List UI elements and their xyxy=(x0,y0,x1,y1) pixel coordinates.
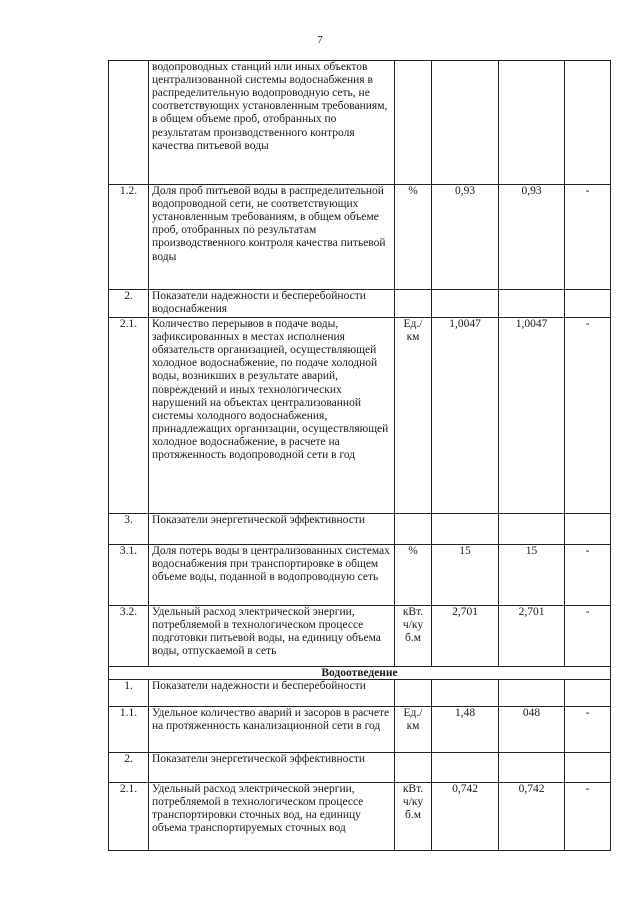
section-title: Водоотведение xyxy=(109,667,611,680)
row-unit xyxy=(395,61,432,185)
row-description: Показатели энергетической эффективности xyxy=(149,753,395,783)
row-value-2 xyxy=(499,514,565,545)
table-row xyxy=(109,707,611,753)
page-number: 7 xyxy=(317,34,323,46)
row-number: 3.2. xyxy=(109,606,149,667)
row-description: Удельный расход электрической энергии, потребляемой в технологическом процессе подготовки питьевой воды, на единицу объема воды, отпускаемой в сеть xyxy=(149,606,395,667)
row-value-3: - xyxy=(565,318,611,514)
row-description: Показатели надежности и бесперебойности xyxy=(149,680,395,707)
row-value-1 xyxy=(432,753,499,783)
row-value-1: 15 xyxy=(432,545,499,606)
row-value-3 xyxy=(565,680,611,707)
table-row xyxy=(109,783,611,851)
row-value-2: 048 xyxy=(499,707,565,753)
row-value-3 xyxy=(565,290,611,318)
row-value-1 xyxy=(432,680,499,707)
row-description: Показатели энергетической эффективности xyxy=(149,514,395,545)
row-value-2: 15 xyxy=(499,545,565,606)
row-value-1: 1,48 xyxy=(432,707,499,753)
row-unit: % xyxy=(395,545,432,606)
row-unit xyxy=(395,514,432,545)
row-unit xyxy=(395,680,432,707)
row-description: Показатели надежности и бесперебойности водоснабжения xyxy=(149,290,395,318)
row-unit xyxy=(395,753,432,783)
row-unit xyxy=(395,290,432,318)
table-row xyxy=(109,680,611,707)
row-unit: Ед./ км xyxy=(395,707,432,753)
row-description: Удельный расход электрической энергии, потребляемой в технологическом процессе транспортировки сточных вод, на единицу объема транспортируемых сточных вод xyxy=(149,783,395,851)
row-value-1: 0,93 xyxy=(432,185,499,290)
row-value-1: 2,701 xyxy=(432,606,499,667)
row-unit: % xyxy=(395,185,432,290)
row-number: 2.1. xyxy=(109,783,149,851)
row-number: 1. xyxy=(109,680,149,707)
row-value-1: 0,742 xyxy=(432,783,499,851)
row-value-3: - xyxy=(565,606,611,667)
table-row xyxy=(109,318,611,514)
row-value-1: 1,0047 xyxy=(432,318,499,514)
row-value-2 xyxy=(499,61,565,185)
row-description: Количество перерывов в подаче воды, зафиксированных в местах исполнения обязательств организацией, осуществляющей холодное водоснабжение, по подаче холодной воды, возникших в результате аварий, повреждений и иных технологических нарушений на объектах централизованной системы холодного водоснабжения, принадлежащих организации, осуществляющей холодное водоснабжение, в расчете на протяженность водопроводной сети в год xyxy=(149,318,395,514)
row-value-3: - xyxy=(565,783,611,851)
row-number: 2. xyxy=(109,290,149,318)
row-unit: Ед./ км xyxy=(395,318,432,514)
table-row xyxy=(109,185,611,290)
row-value-3: - xyxy=(565,545,611,606)
table-row xyxy=(109,545,611,606)
row-value-3: - xyxy=(565,707,611,753)
row-description: Удельное количество аварий и засоров в расчете на протяженность канализационной сети в год xyxy=(149,707,395,753)
table-row xyxy=(109,753,611,783)
section-row xyxy=(109,667,611,680)
row-value-3 xyxy=(565,514,611,545)
row-value-1 xyxy=(432,61,499,185)
row-value-1 xyxy=(432,514,499,545)
row-number: 3. xyxy=(109,514,149,545)
row-description: Доля потерь воды в централизованных системах водоснабжения при транспортировке в общем объеме воды, поданной в водопроводную сеть xyxy=(149,545,395,606)
indicators-table xyxy=(108,60,611,851)
row-number: 2.1. xyxy=(109,318,149,514)
table-row xyxy=(109,61,611,185)
row-unit: кВт. ч/ку б.м xyxy=(395,783,432,851)
row-number xyxy=(109,61,149,185)
table-row xyxy=(109,514,611,545)
row-value-3 xyxy=(565,753,611,783)
row-description: водопроводных станций или иных объектов централизованной системы водоснабжения в распределительную водопроводную сеть, не соответствующих установленным требованиям, в общем объеме проб, отобранных по результатам производственного контроля качества питьевой воды xyxy=(149,61,395,185)
row-unit: кВт. ч/ку б.м xyxy=(395,606,432,667)
row-value-1 xyxy=(432,290,499,318)
row-value-2: 0,93 xyxy=(499,185,565,290)
row-value-3 xyxy=(565,61,611,185)
row-value-2: 1,0047 xyxy=(499,318,565,514)
row-value-2 xyxy=(499,680,565,707)
row-value-2 xyxy=(499,753,565,783)
table-row xyxy=(109,290,611,318)
row-number: 3.1. xyxy=(109,545,149,606)
row-number: 1.2. xyxy=(109,185,149,290)
row-value-2 xyxy=(499,290,565,318)
row-number: 2. xyxy=(109,753,149,783)
table-row xyxy=(109,606,611,667)
row-value-3: - xyxy=(565,185,611,290)
row-value-2: 0,742 xyxy=(499,783,565,851)
row-value-2: 2,701 xyxy=(499,606,565,667)
row-description: Доля проб питьевой воды в распределительной водопроводной сети, не соответствующих установленным требованиям, в общем объеме проб, отобранных по результатам производственного контроля качества питьевой воды xyxy=(149,185,395,290)
row-number: 1.1. xyxy=(109,707,149,753)
